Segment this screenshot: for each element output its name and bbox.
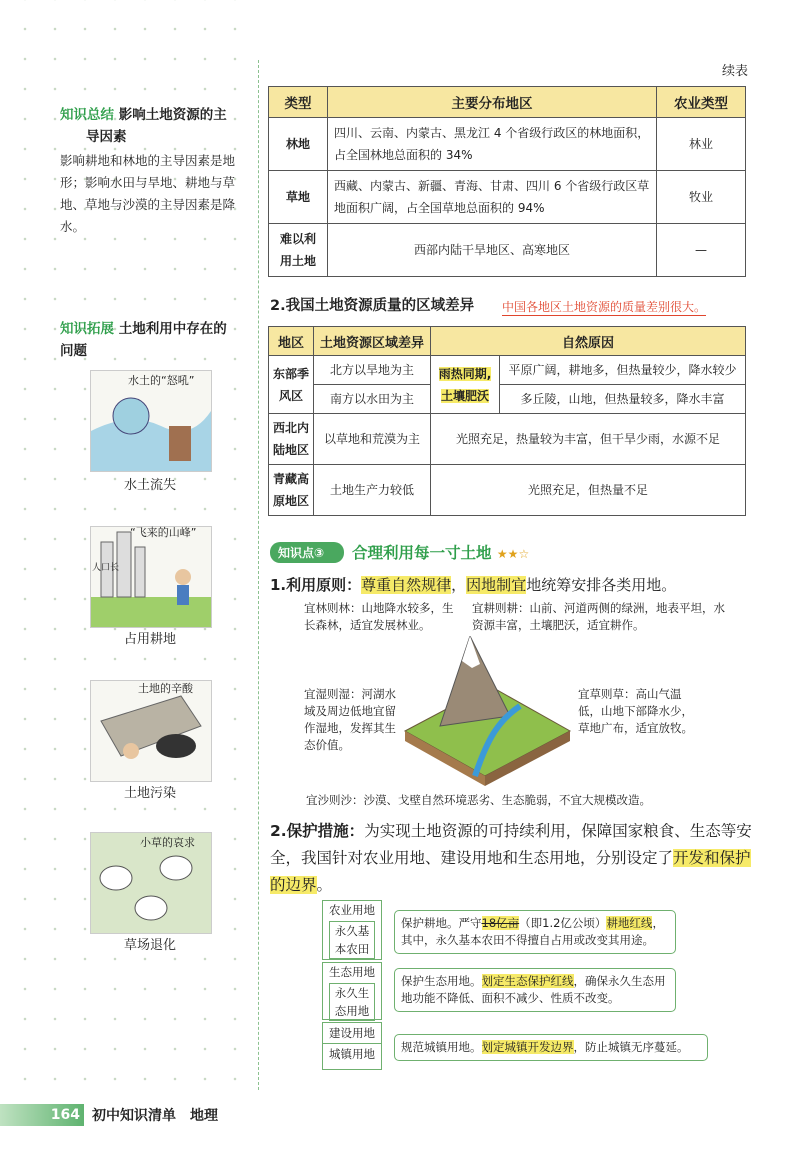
eco-desc (394, 968, 676, 1012)
table-row (269, 118, 746, 171)
agri-desc (394, 910, 676, 954)
agri-desc-hl1: 18亿亩 (481, 916, 520, 930)
cell-qt-diff: 土地生产力较低 (314, 465, 431, 516)
principle-hl-1: 尊重自然规律 (361, 576, 452, 594)
agri-desc-hl2: 耕地红线 (606, 916, 653, 930)
pollution-drawing (91, 681, 211, 781)
cell-east-shared (431, 356, 500, 414)
principle-forest: 宜林则林：山地降水较多，生长森林，适宜发展林业。 (304, 601, 454, 632)
cell-type: 林地 (269, 118, 328, 171)
cell-agri: 林业 (657, 118, 746, 171)
principle-label: 1.利用原则： (270, 576, 362, 594)
cell-region: 西部内陆干旱地区、高寒地区 (328, 224, 657, 277)
summary-text: 影响耕地和林地的主导因素是地形；影响水田与旱地、耕地与草地、草地与沙漠的主导因素是降水。 (60, 153, 236, 234)
protection-label: 2.保护措施： (270, 822, 365, 840)
summary-tag: 知识总结 (60, 107, 114, 123)
urban-box (322, 1022, 382, 1070)
caption-erosion: 水土流失 (123, 478, 176, 493)
cell-nw-diff: 以草地和荒漠为主 (314, 414, 431, 465)
kp-title (352, 541, 529, 563)
illustration-title-3: 土地的辛酸 (138, 682, 193, 695)
table-row (269, 465, 746, 516)
cell-nw-reason: 光照充足，热量较为丰富，但干旱少雨，水源不足 (431, 414, 746, 465)
header-region: 主要分布地区 (328, 87, 657, 118)
kp-title-text: 合理利用每一寸土地 (352, 544, 492, 562)
eco-title: 生态用地 (329, 965, 375, 979)
cell-type: 草地 (269, 171, 328, 224)
section2-annotation: 中国各地区土地资源的质量差别很大。 (502, 300, 707, 314)
table-header-row (269, 87, 746, 118)
principle-sand: 宜沙则沙：沙漠、戈壁自然环境恶劣、生态脆弱，不宜大规模改造。 (306, 793, 651, 807)
cell-qt-region: 青藏高原地区 (269, 465, 314, 516)
shared-reason-2: 土壤肥沃 (440, 388, 489, 403)
illustration-sign: 人口长 (92, 563, 120, 573)
header-reason: 自然原因 (431, 327, 746, 356)
principle-farm: 宜耕则耕：山前、河道两侧的绿洲，地表平坦，水资源丰富，土壤肥沃，适宜耕作。 (472, 601, 725, 632)
principle-sep: ， (451, 576, 467, 594)
cell-east-reason-2: 多丘陵，山地，但热量较多，降水丰富 (500, 385, 746, 414)
extension-title-2: 问题 (60, 343, 87, 359)
header-agri: 农业类型 (657, 87, 746, 118)
caption-grassland: 草场退化 (123, 938, 176, 953)
agri-desc-b: （即1.2亿公顷） (519, 916, 607, 930)
summary-title-2: 导因素 (86, 129, 127, 145)
table-row (269, 356, 746, 385)
agri-desc-c: ，其中，永久基本农田不得擅自占用或改变其用途。 (401, 916, 664, 947)
agri-desc-a: 保护耕地。严守 (401, 916, 482, 930)
page-number: 164 (0, 1104, 84, 1126)
illustration-title-2: “飞来的山峰” (130, 526, 197, 539)
footer-title: 初中知识清单 地理 (92, 1108, 218, 1124)
cell-east-region: 东部季风区 (269, 356, 314, 414)
cell-east-diff-1: 北方以旱地为主 (314, 356, 431, 385)
principle-hl-2: 因地制宜 (466, 576, 527, 594)
principle-wet: 宜湿则湿：河湖水域及周边低地宜留作湿地，发挥其生态价值。 (304, 687, 396, 752)
continued-label: 续表 (721, 64, 748, 79)
header-region: 地区 (269, 327, 314, 356)
table-row (269, 385, 746, 414)
cell-nw-region: 西北内陆地区 (269, 414, 314, 465)
extension-title-1: 土地利用中存在的 (118, 321, 227, 337)
header-type: 类型 (269, 87, 328, 118)
table-header-row (269, 327, 746, 356)
principle-line (270, 574, 750, 596)
quality-table (268, 326, 746, 516)
divider-line (258, 60, 259, 1090)
table-row (269, 414, 746, 465)
illustration-title-1: 水土的“怒吼” (128, 374, 195, 387)
urban-desc-hl1: 划定城镇开发边界 (481, 1040, 574, 1054)
terrain-diagram (400, 636, 575, 786)
protection-end: 。 (316, 876, 333, 894)
illustration-farmland (90, 526, 212, 628)
eco-sub: 永久生态用地 (329, 983, 375, 1021)
cell-type: 难以利用土地 (269, 224, 328, 277)
urban-sub: 城镇用地 (323, 1043, 381, 1064)
eco-desc-hl1: 划定生态保护红线 (481, 974, 574, 988)
table-row (269, 224, 746, 277)
cell-agri: — (657, 224, 746, 277)
protection-hl: 开发和保护的边界 (270, 849, 751, 894)
urban-desc-a: 规范城镇用地。 (401, 1040, 482, 1054)
cell-region: 西藏、内蒙古、新疆、青海、甘肃、四川 6 个省级行政区草地面积广阔，占全国草地总面积的 94% (328, 171, 657, 224)
header-diff: 土地资源区域差异 (314, 327, 431, 356)
star-icon: ★★☆ (496, 547, 530, 561)
principle-rest: 地统筹安排各类用地。 (526, 576, 677, 594)
cell-qt-reason: 光照充足，但热量不足 (431, 465, 746, 516)
summary-title-1: 影响土地资源的主 (118, 107, 227, 123)
land-type-table (268, 86, 746, 277)
summary-heading (60, 104, 227, 126)
eco-box (322, 962, 382, 1020)
principle-grass: 宜草则草：高山气温低，山地下部降水少，草地广布，适宜放牧。 (578, 687, 693, 735)
illustration-title-4: 小草的哀求 (140, 836, 195, 849)
urban-desc (394, 1034, 708, 1061)
agri-sub: 永久基本农田 (329, 921, 375, 959)
shared-reason-1: 雨热同期, (438, 366, 492, 381)
section2-title: 2.我国土地资源质量的区域差异 (270, 298, 475, 314)
eco-desc-a: 保护生态用地。 (401, 974, 482, 988)
caption-farmland: 占用耕地 (123, 632, 176, 647)
cell-region: 四川、云南、内蒙古、黑龙江 4 个省级行政区的林地面积，占全国林地总面积的 34% (328, 118, 657, 171)
caption-pollution: 土地污染 (123, 786, 176, 801)
protection-text: 为实现土地资源的可持续利用，保障国家粮食、生态等安全，我国针对农业用地、建设用地和生态用地，分别设定了 (270, 822, 752, 867)
extension-heading (60, 318, 227, 340)
kp-badge: 知识点③ (270, 542, 344, 563)
eco-desc-b: ，确保永久生态用地功能不降低、面积不减少、性质不改变。 (401, 974, 666, 1005)
agri-box (322, 900, 382, 960)
page-footer (0, 1104, 800, 1126)
agri-title: 农业用地 (329, 903, 375, 917)
farmland-drawing (91, 527, 211, 627)
cell-east-diff-2: 南方以水田为主 (314, 385, 431, 414)
cell-agri: 牧业 (657, 171, 746, 224)
table-row (269, 171, 746, 224)
urban-desc-b: ，防止城镇无序蔓延。 (573, 1040, 689, 1054)
protection-paragraph (270, 818, 756, 899)
cell-east-reason-1: 平原广阔，耕地多，但热量较少，降水较少 (500, 356, 746, 385)
urban-title: 建设用地 (329, 1026, 375, 1040)
extension-tag: 知识拓展 (60, 321, 114, 337)
